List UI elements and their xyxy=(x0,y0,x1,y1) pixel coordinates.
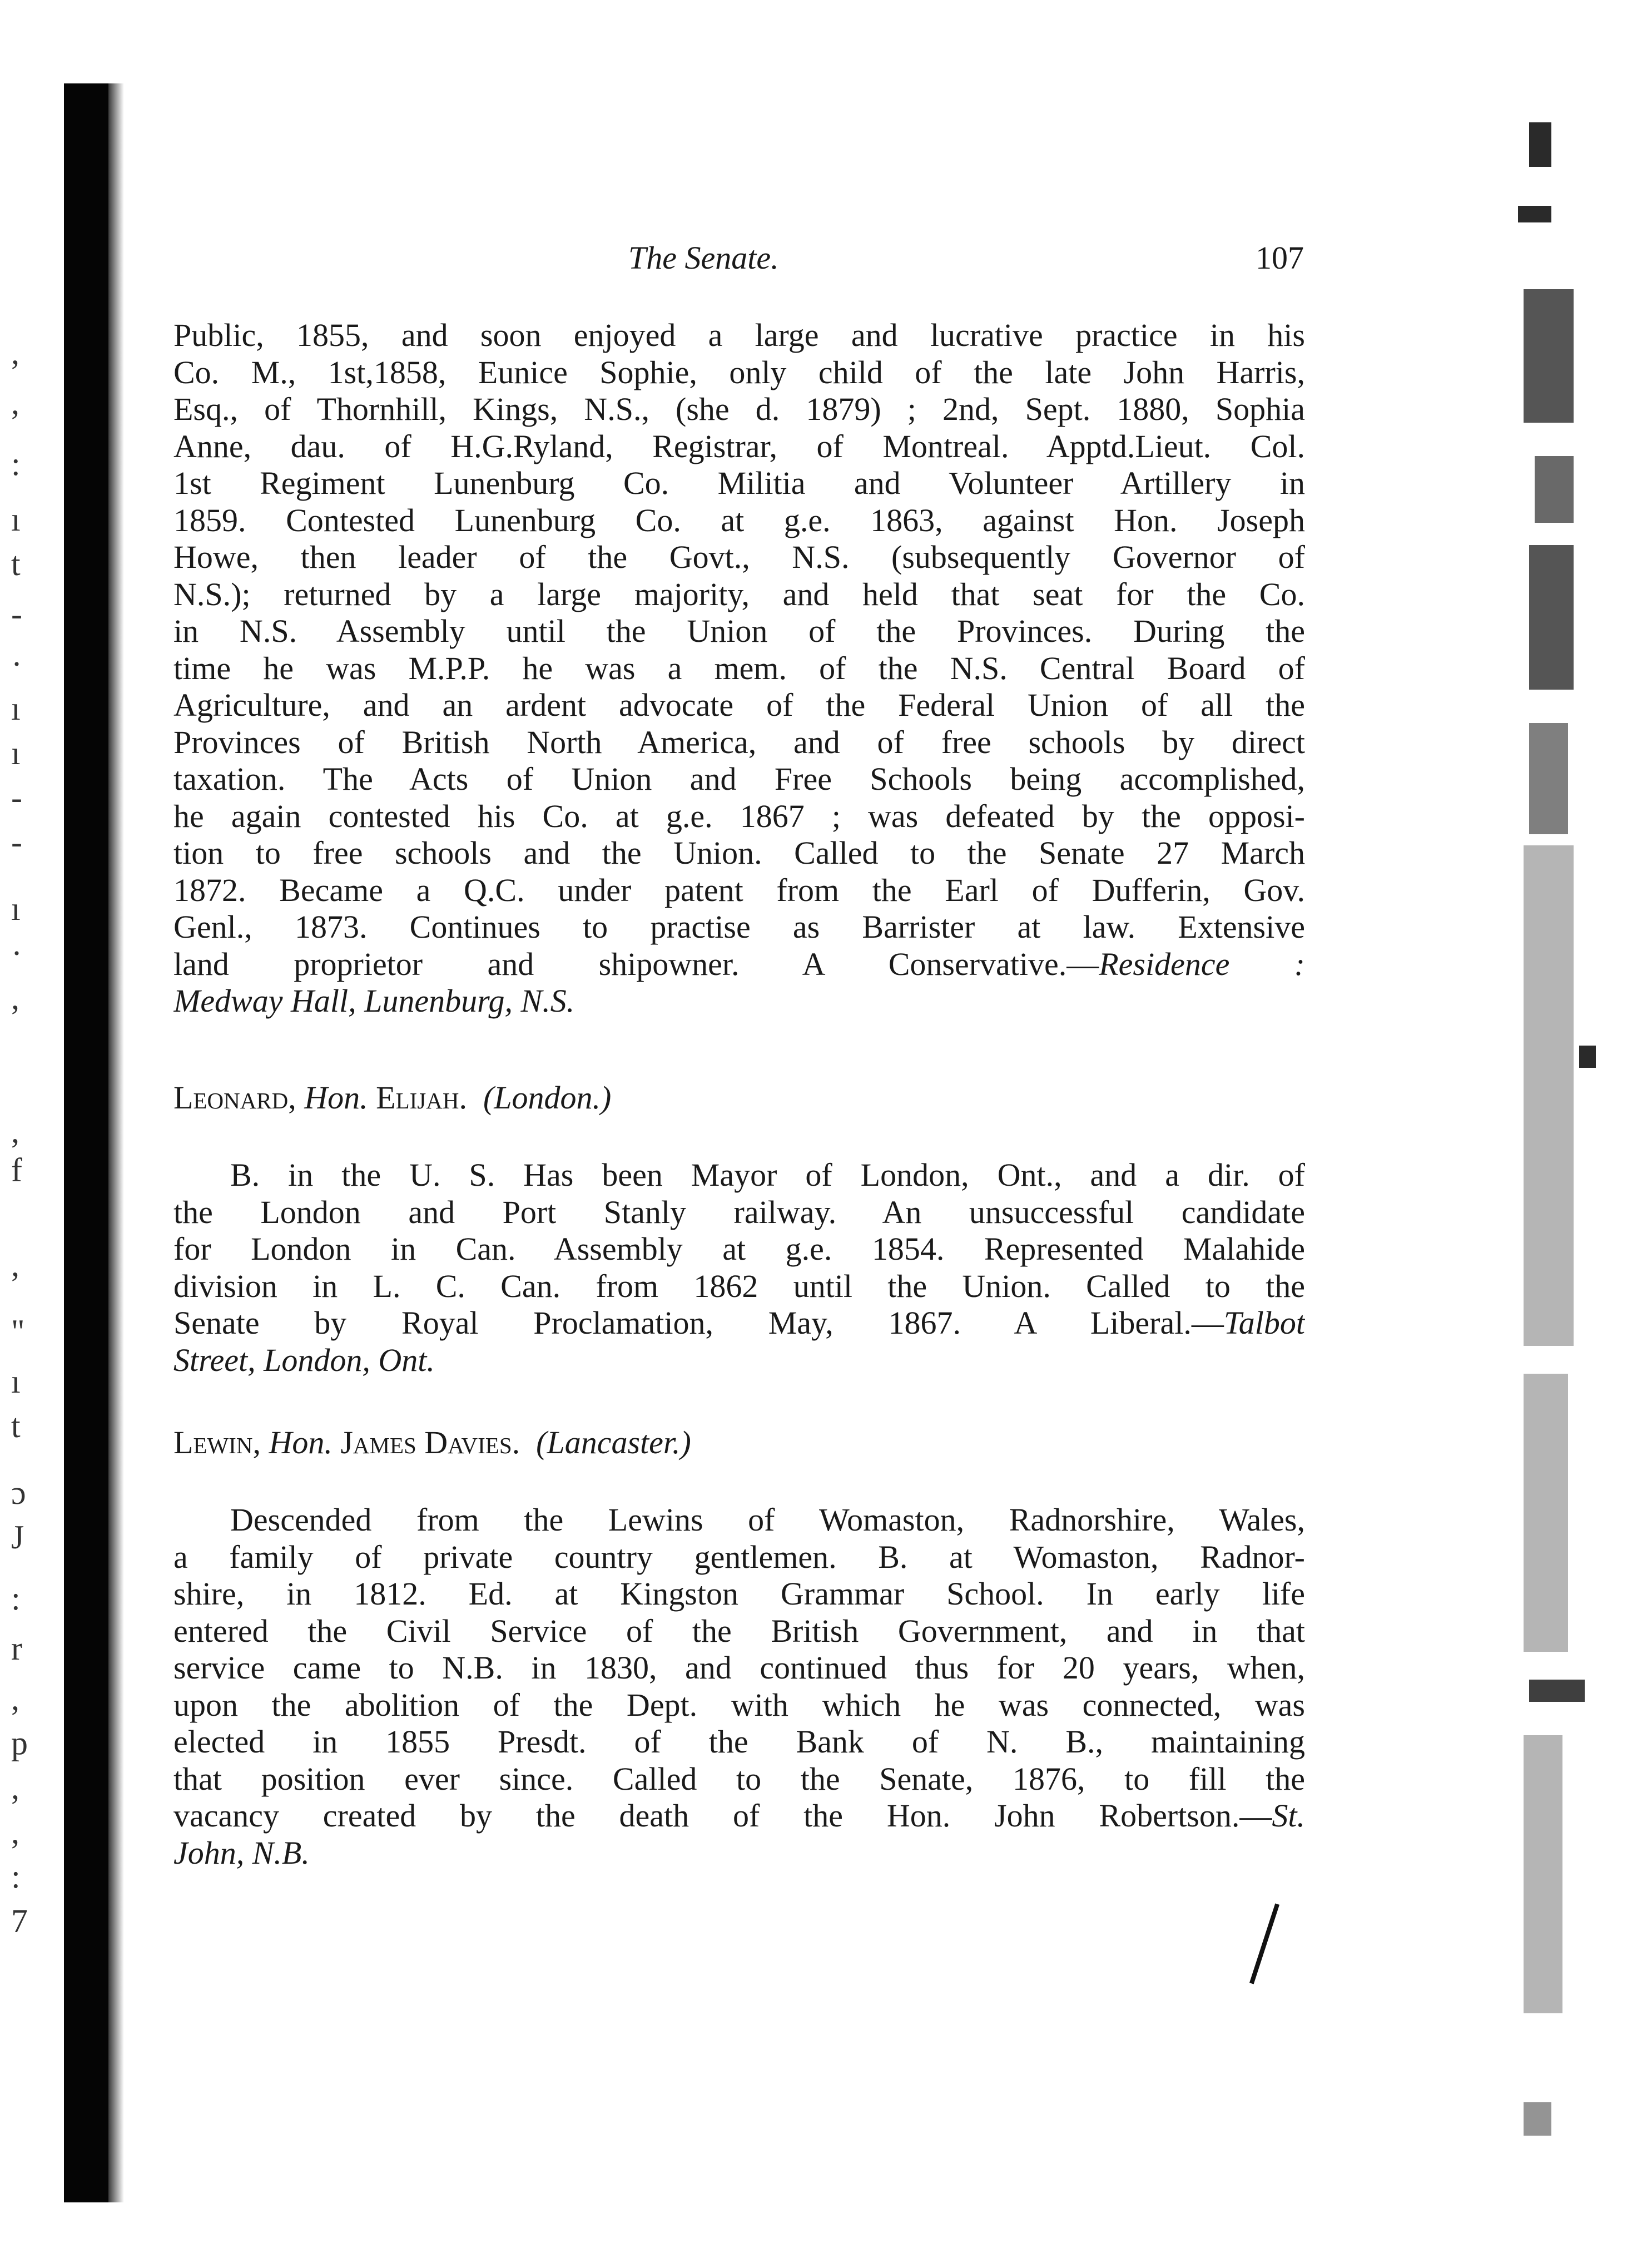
text-line: Genl., 1873. Continues to practise as Barrister at law. Extensive xyxy=(173,909,1305,945)
text-line: division in L. C. Can. from 1862 until the Union. Called to the xyxy=(173,1267,1305,1304)
text-line-with-address xyxy=(173,1798,1305,1835)
binding-shadow-edge xyxy=(108,83,124,2202)
page-number: 107 xyxy=(1256,240,1304,276)
text-line: taxation. The Acts of Union and Free Schools being accomplished, xyxy=(173,761,1305,797)
entry-forename: James Davies. xyxy=(340,1424,520,1460)
entry-heading-leonard: Leonard, Hon. Elijah. (London.) xyxy=(173,1080,612,1116)
entry-honorific: Hon. xyxy=(304,1080,368,1116)
address-text: John, N.B. xyxy=(173,1834,310,1871)
entry-forename: Elijah. xyxy=(376,1080,467,1116)
running-header xyxy=(172,239,1304,284)
text-line: elected in 1855 Presdt. of the Bank of N. B., maintaining xyxy=(173,1724,1305,1760)
residence-label: Residence : xyxy=(1099,945,1305,982)
pencil-slash-mark xyxy=(1249,1903,1279,1984)
text-line: that position ever since. Called to the Senate, 1876, to fill the xyxy=(173,1760,1305,1797)
text-line-part: vacancy created by the death of the Hon. John Robertson.— xyxy=(173,1798,1272,1834)
text-line: Public, 1855, and soon enjoyed a large and lucrative practice in his xyxy=(173,317,1305,353)
address-part: Talbot xyxy=(1223,1305,1305,1341)
residence-text: Medway Hall, Lunenburg, N.S. xyxy=(173,983,575,1019)
right-edge-bleed xyxy=(1518,122,1618,2152)
text-line-part: Senate by Royal Proclamation, May, 1867. A Liberal.— xyxy=(173,1305,1224,1341)
entry-surname: Lewin xyxy=(173,1424,253,1460)
address-text: Street, London, Ont. xyxy=(173,1341,435,1378)
entry-honorific: Hon. xyxy=(269,1424,333,1460)
text-line: he again contested his Co. at g.e. 1867 ; was defeated by the opposi- xyxy=(173,798,1305,834)
left-margin-bleed: , , : ı t - · ı ı - - ı · , , f , " ı t ɔ J : r , p , , : 7 xyxy=(11,334,28,1939)
text-line: in N.S. Assembly until the Union of the Provinces. During the xyxy=(173,613,1305,649)
entry-surname: Leonard xyxy=(173,1080,289,1116)
entry-heading-lewin: Lewin, Hon. James Davies. (Lancaster.) xyxy=(173,1424,691,1460)
text-line: 1859. Contested Lunenburg Co. at g.e. 1863, against Hon. Joseph xyxy=(173,502,1305,538)
text-line: service came to N.B. in 1830, and continued thus for 20 years, when, xyxy=(173,1650,1305,1686)
text-line-part: land proprietor and shipowner. A Conservative.— xyxy=(173,945,1099,982)
text-line: shire, in 1812. Ed. at Kingston Grammar School. In early life xyxy=(173,1576,1305,1612)
entry-body-leonard xyxy=(173,1157,1305,1379)
text-line: 1872. Became a Q.C. under patent from the Earl of Dufferin, Gov. xyxy=(173,872,1305,908)
text-line-with-residence xyxy=(173,946,1305,983)
text-line: entered the Civil Service of the British Government, and in that xyxy=(173,1612,1305,1649)
text-line: Co. M., 1st,1858, Eunice Sophie, only child of the late John Harris, xyxy=(173,354,1305,390)
binding-shadow xyxy=(64,83,108,2202)
text-line: Agriculture, and an ardent advocate of the Federal Union of all the xyxy=(173,687,1305,723)
text-line: 1st Regiment Lunenburg Co. Militia and Volunteer Artillery in xyxy=(173,465,1305,501)
text-line: the London and Port Stanly railway. An unsuccessful candidate xyxy=(173,1194,1305,1230)
text-line: Anne, dau. of H.G.Ryland, Registrar, of Montreal. Apptd.Lieut. Col. xyxy=(173,428,1305,464)
entry-body-lewin xyxy=(173,1502,1305,1871)
text-line: for London in Can. Assembly at g.e. 1854. Represented Malahide xyxy=(173,1231,1305,1267)
text-line: Esq., of Thornhill, Kings, N.S., (she d. 1879) ; 2nd, Sept. 1880, Sophia xyxy=(173,391,1305,427)
entry-division: (Lancaster.) xyxy=(536,1424,691,1460)
entry-division: (London.) xyxy=(483,1080,612,1116)
text-line: B. in the U. S. Has been Mayor of London, Ont., and a dir. of xyxy=(230,1157,1305,1193)
text-line: Provinces of British North America, and of free schools by direct xyxy=(173,724,1305,760)
address-part: St. xyxy=(1272,1798,1305,1834)
text-line: a family of private country gentlemen. B. at Womaston, Radnor- xyxy=(173,1538,1305,1575)
continued-entry xyxy=(173,317,1305,1020)
text-line: Howe, then leader of the Govt., N.S. (subsequently Governor of xyxy=(173,539,1305,575)
running-title: The Senate. xyxy=(628,240,779,276)
text-line: time he was M.P.P. he was a mem. of the N.S. Central Board of xyxy=(173,650,1305,686)
text-line: tion to free schools and the Union. Called to the Senate 27 March xyxy=(173,835,1305,871)
text-line: Descended from the Lewins of Womaston, Radnorshire, Wales, xyxy=(230,1502,1305,1538)
text-line: N.S.); returned by a large majority, and held that seat for the Co. xyxy=(173,576,1305,612)
text-line-with-address xyxy=(173,1305,1305,1342)
text-line: upon the abolition of the Dept. with which he was connected, was xyxy=(173,1686,1305,1723)
